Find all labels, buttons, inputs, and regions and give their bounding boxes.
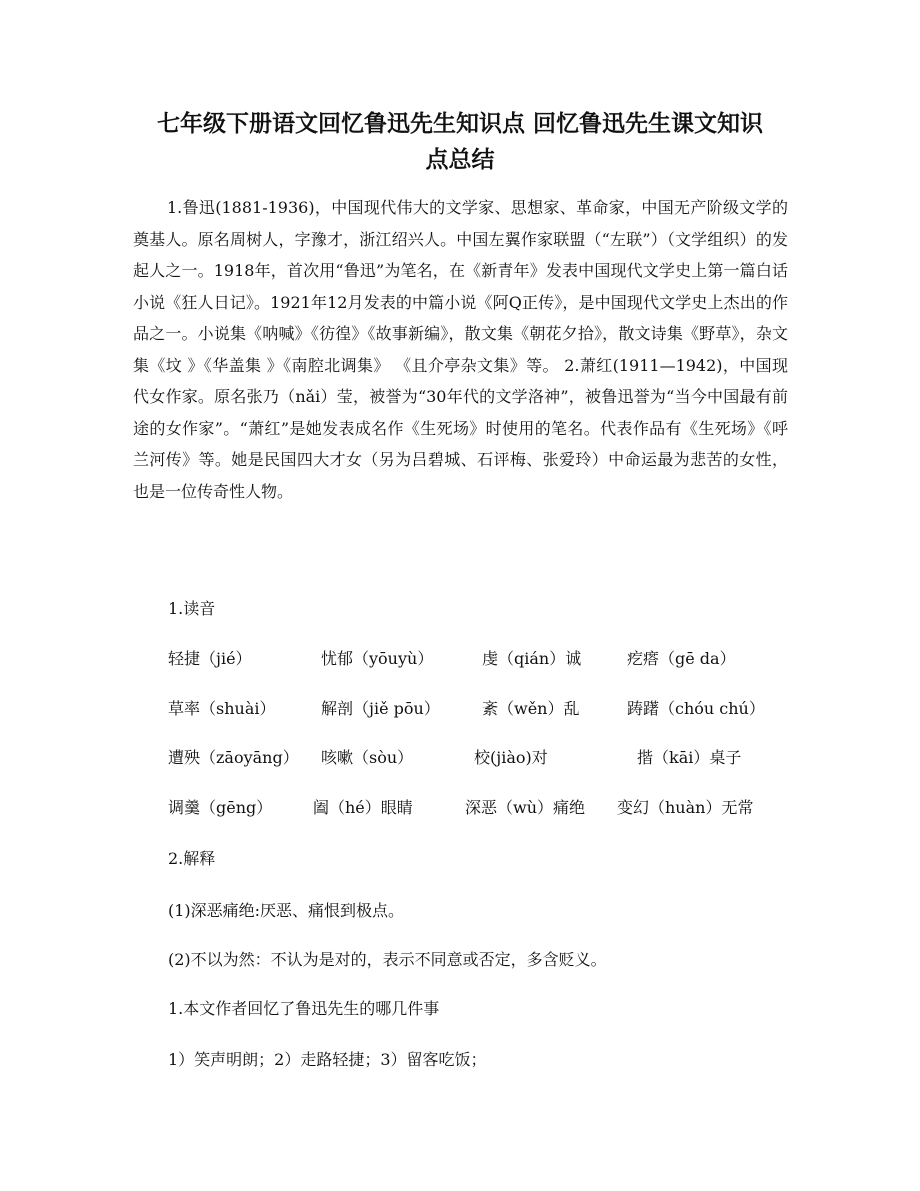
- pinyin-item: 忧郁（yōuyù）: [321, 649, 434, 668]
- pinyin-item: 咳嗽（sòu）: [321, 748, 414, 767]
- title-line-1: 七年级下册语文回忆鲁迅先生知识点 回忆鲁迅先生课文知识: [156, 110, 763, 137]
- section-heading-events: 1.本文作者回忆了鲁迅先生的哪几件事: [168, 999, 440, 1018]
- pinyin-item: 调羹（gēng）: [168, 798, 273, 817]
- pinyin-item: 踌躇（chóu chú）: [627, 699, 765, 718]
- pinyin-item: 揩（kāi）桌子: [637, 748, 742, 767]
- pinyin-item: 轻捷（jié）: [168, 649, 252, 668]
- pinyin-item: 深恶（wù）痛绝: [465, 798, 586, 817]
- pinyin-item: 阖（hé）眼睛: [313, 798, 413, 817]
- pinyin-item: 紊（wěn）乱: [482, 699, 580, 718]
- page-title: [110, 106, 810, 178]
- section-heading-explanation: 2.解释: [168, 849, 216, 868]
- title-line-2: 点总结: [425, 146, 495, 173]
- pinyin-item: 遭殃（zāoyāng）: [168, 748, 299, 767]
- pinyin-item: 解剖（jiě pōu）: [321, 699, 440, 718]
- pinyin-item: 校(jiào)对: [474, 748, 548, 767]
- explanation-item: (2)不以为然：不认为是对的，表示不同意或否定，多含贬义。: [168, 950, 607, 969]
- events-list: 1）笑声明朗；2）走路轻捷；3）留客吃饭；: [168, 1050, 487, 1069]
- pinyin-item: 变幻（huàn）无常: [617, 798, 754, 817]
- explanation-item: (1)深恶痛绝:厌恶、痛恨到极点。: [168, 901, 405, 920]
- intro-paragraph: 1.鲁迅(1881-1936)，中国现代伟大的文学家、思想家、革命家，中国无产阶级文学的奠基人。原名周树人，字豫才，浙江绍兴人。中国左翼作家联盟（“左联”）（文学组织）的发起人之一。1918年，首次用“鲁迅”为笔名，在《新青年》发表中国现代文学史上第一篇白话小说《狂人日记》。1921年12月发表的中篇小说《阿Q正传》，是中国现代文学史上杰出的作品之一。小说集《呐喊》《彷徨》《故事新编》，散文集《朝花夕拾》，散文诗集《野草》，杂文集《坟 》《华盖集 》《南腔北调集》 《且介亭杂文集》等。 2.萧红(1911—1942)，中国现代女作家。原名张乃（nǎi）莹，被誉为“30年代的文学洛神”，被鲁迅誉为“当今中国最有前途的女作家”。“萧红”是她发表成名作《生死场》时使用的笔名。代表作品有《生死场》《呼兰河传》等。她是民国四大才女（另为吕碧城、石评梅、张爱玲）中命运最为悲苦的女性，也是一位传奇性人物。: [133, 198, 788, 501]
- pinyin-item: 疙瘩（gē da）: [627, 649, 736, 668]
- pinyin-item: 虔（qián）诚: [482, 649, 582, 668]
- pinyin-item: 草率（shuài）: [168, 699, 276, 718]
- section-heading-pronunciation: 1.读音: [168, 599, 216, 618]
